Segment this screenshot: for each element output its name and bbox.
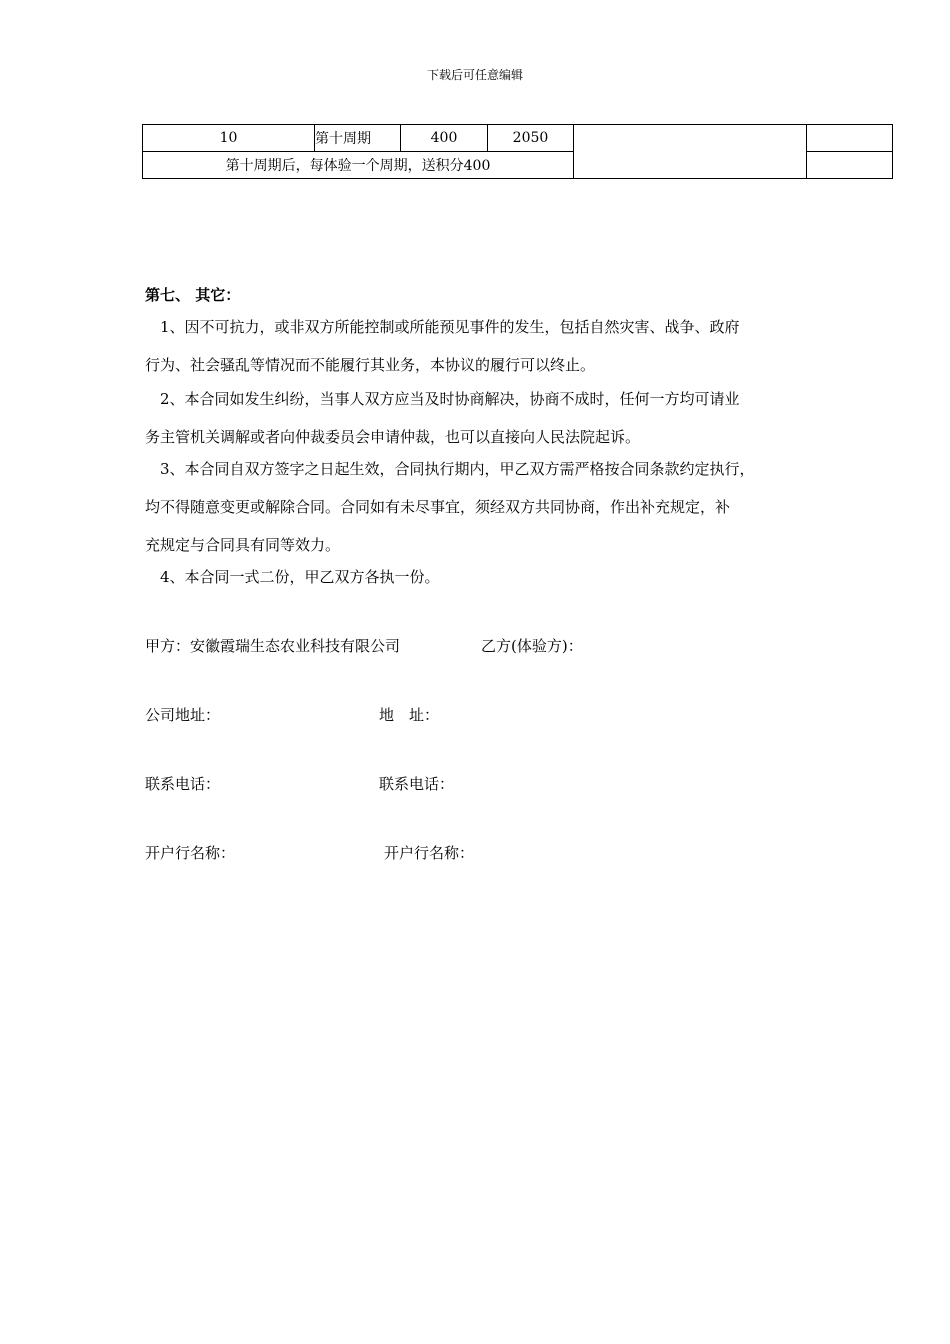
clause-4 [145,558,825,596]
clause-line: 充规定与合同具有同等效力。 [145,536,341,554]
cell-total-points: 2050 [488,125,574,152]
party-a-name: 甲方：安徽霞瑞生态农业科技有限公司 [145,637,401,655]
cell-period-number: 10 [143,125,315,152]
party-b-bank: 开户行名称： [384,844,475,862]
clause-line: 3、本合同自双方签字之日起生效，合同执行期内，甲乙双方需严格按合同条款约定执行， [160,460,755,478]
clause-line: 均不得随意变更或解除合同。合同如有未尽事宜，须经双方共同协商，作出补充规定，补 [145,498,731,516]
clause-1 [145,308,825,384]
points-table [142,124,893,179]
clause-line: 4、本合同一式二份，甲乙双方各执一份。 [160,568,440,586]
table-row [143,125,893,152]
cell-blank [807,125,893,152]
clause-line: 2、本合同如发生纠纷，当事人双方应当及时协商解决，协商不成时，任何一方均可请业 [160,390,740,408]
section-title: 第七、 其它： [145,286,241,304]
cell-period-name: 第十周期 [315,125,401,152]
party-b-name: 乙方(体验方)： [481,637,583,655]
party-a-bank: 开户行名称： [145,844,236,862]
cell-blank [574,125,807,179]
clause-2 [145,380,825,456]
party-a-address: 公司地址： [145,706,221,724]
clause-line: 务主管机关调解或者向仲裁委员会申请仲裁，也可以直接向人民法院起诉。 [145,428,641,446]
cell-after-period-note: 第十周期后，每体验一个周期，送积分400 [143,152,574,179]
clause-3 [145,450,825,564]
cell-points: 400 [401,125,488,152]
party-b-address: 地 址： [379,706,440,724]
party-b-phone: 联系电话： [379,775,455,793]
clause-line: 1、因不可抗力，或非双方所能控制或所能预见事件的发生，包括自然灾害、战争、政府 [160,318,740,336]
party-a-phone: 联系电话： [145,775,221,793]
page-header-note: 下载后可任意编辑 [426,68,523,82]
clause-line: 行为、社会骚乱等情况而不能履行其业务，本协议的履行可以终止。 [145,356,596,374]
cell-blank [807,152,893,179]
